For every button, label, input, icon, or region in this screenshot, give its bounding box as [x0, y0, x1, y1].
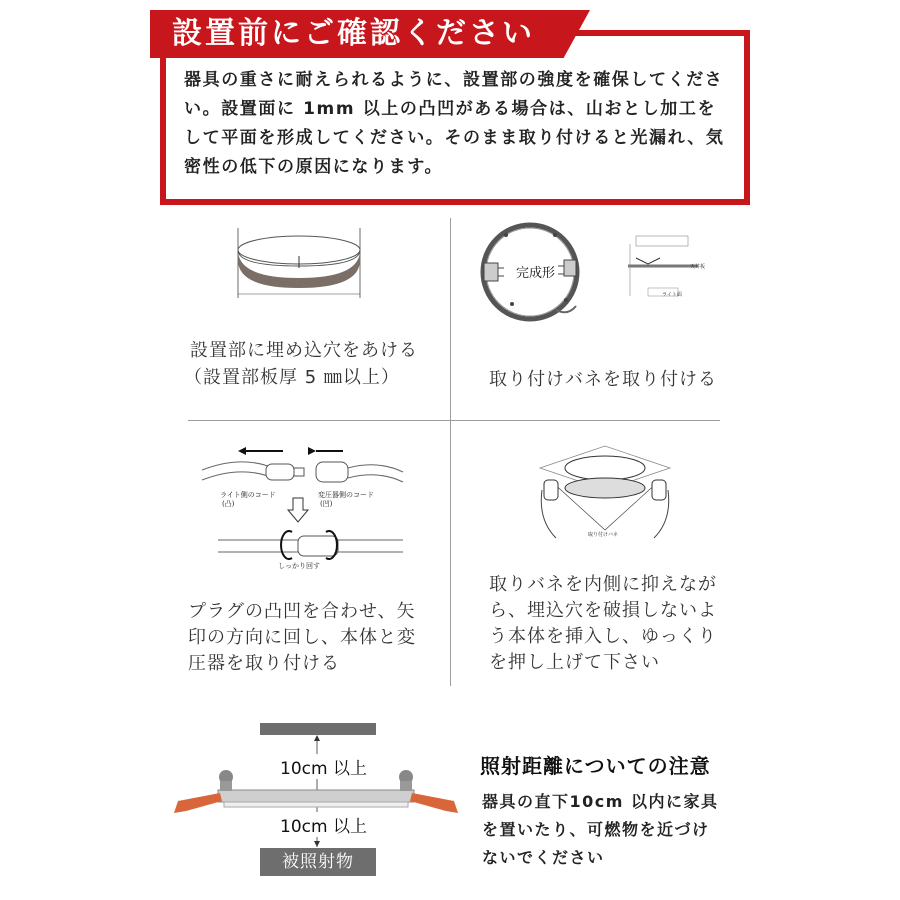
ceiling-board-label: 天井板	[690, 264, 706, 270]
step4-caption-line1: 取りバネを内側に抑えなが	[489, 574, 717, 595]
hole-illustration	[228, 222, 368, 302]
warning-line3: ないでください	[482, 848, 605, 867]
step4-caption-line3: う本体を挿入し、ゆっくり	[489, 626, 717, 647]
light-cord-sub: (凸)	[222, 500, 235, 508]
notice-body: 器具の重さに耐えられるように、設置部の強度を確保してください。設置面に 1mm 以上の凸凹がある場合は、山おとし加工をして平面を形成してください。そのまま取り付けると光漏れ、気密性の低下の原因になります。	[184, 70, 725, 177]
rotate-label: しっかり回す	[278, 562, 320, 570]
step1-caption-line1: 設置部に埋め込穴をあける	[190, 340, 418, 361]
grid-horizontal-divider	[188, 420, 720, 421]
notice-title: 設置前にご確認ください	[172, 16, 535, 51]
step3-caption-line3: 圧器を取り付ける	[188, 653, 340, 674]
target-label: 被照射物	[282, 852, 354, 872]
warning-body	[482, 788, 742, 872]
step4-caption-line4: を押し上げて下さい	[489, 652, 660, 673]
step1-caption-line2: （設置部板厚 5 ㎜以上）	[184, 367, 400, 388]
insert-body-illustration	[530, 440, 680, 540]
distance-top-label: 10cm 以上	[278, 754, 369, 779]
distance-bottom-label: 10cm 以上	[278, 812, 369, 837]
warning-line2: を置いたり、可燃物を近づけ	[482, 820, 710, 839]
step3-caption-line1: プラグの凸凹を合わせ、矢	[188, 601, 416, 622]
transformer-cord-sub: (凹)	[320, 500, 333, 508]
spring-label: 取り付けバネ	[588, 532, 619, 538]
grid-vertical-divider	[450, 218, 451, 686]
transformer-cord-label: 変圧器側のコード	[318, 491, 374, 499]
step2-caption: 取り付けバネを取り付ける	[489, 369, 717, 390]
warning-line1: 器具の直下10cm 以内に家具	[482, 792, 719, 811]
notice-top-border	[590, 30, 744, 36]
spring-attach-illustration	[468, 218, 698, 328]
step3-caption-line2: 印の方向に回し、本体と変	[188, 627, 416, 648]
warning-title: 照射距離についての注意	[480, 754, 711, 778]
light-face-label: ライト面	[662, 292, 682, 298]
complete-form-label: 完成形	[516, 266, 556, 281]
step4-caption-line2: ら、埋込穴を破損しないよ	[489, 600, 717, 621]
ceiling-bar	[260, 723, 376, 735]
light-cord-label: ライト側のコード	[220, 491, 276, 499]
